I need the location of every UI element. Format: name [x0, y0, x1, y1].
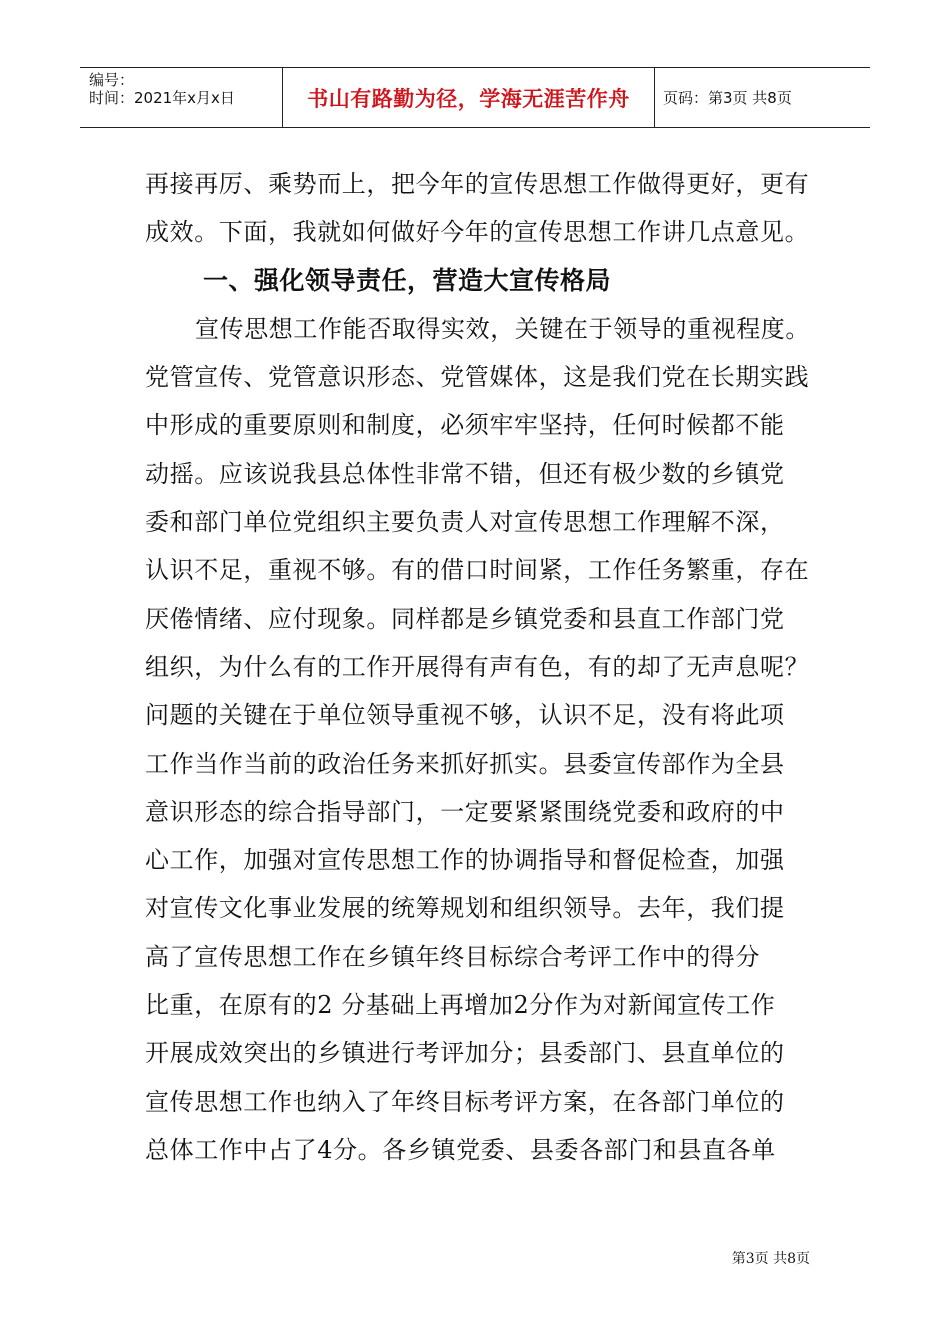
- paragraph-line: 问题的关键在于单位领导重视不够，认识不足，没有将此项: [145, 701, 785, 730]
- header-motto: 书山有路勤为径，学海无涯苦作舟: [307, 86, 630, 111]
- paragraph-line: 宣传思想工作也纳入了年终目标考评方案，在各部门单位的: [145, 1087, 785, 1116]
- header-meta-cell: [80, 68, 283, 127]
- body-line: 再接再厉、乘势而上，把今年的宣传思想工作做得更好，更有: [145, 170, 810, 198]
- paragraph-line: 高了宣传思想工作在乡镇年终目标综合考评工作中的得分: [145, 942, 760, 971]
- paragraph-line: 心工作，加强对宣传思想工作的协调指导和督促检查，加强: [145, 846, 785, 875]
- paragraph-line: 对宣传文化事业发展的统筹规划和组织领导。去年，我们提: [145, 894, 785, 923]
- paragraph-line: 比重，在原有的2 分基础上再增加2分作为对新闻宣传工作: [145, 991, 776, 1020]
- paragraph-line: 认识不足，重视不够。有的借口时间紧，工作任务繁重，存在: [145, 556, 810, 585]
- document-body: [145, 160, 815, 1174]
- header-page-cell: [655, 68, 870, 127]
- paragraph-line: 工作当作当前的政治任务来抓好抓实。县委宣传部作为全县: [145, 749, 785, 778]
- paragraph-line: 宣传思想工作能否取得实效，关键在于领导的重视程度。: [195, 314, 810, 343]
- footer-page-indicator: 第3页 共8页: [731, 1251, 810, 1267]
- paragraph-line: 动摇。应该说我县总体性非常不错，但还有极少数的乡镇党: [145, 459, 785, 488]
- document-number-label: 编号：: [89, 71, 135, 89]
- document-time-label: 时间：2021年x月x日: [89, 89, 235, 107]
- paragraph-line: 委和部门单位党组织主要负责人对宣传思想工作理解不深，: [145, 508, 785, 537]
- paragraph-line: 党管宣传、党管意识形态、党管媒体，这是我们党在长期实践: [145, 363, 810, 392]
- paragraph-line: 厌倦情绪、应付现象。同样都是乡镇党委和县直工作部门党: [145, 604, 785, 633]
- paragraph-line: 开展成效突出的乡镇进行考评加分；县委部门、县直单位的: [145, 1039, 785, 1068]
- header-motto-cell: [283, 68, 655, 127]
- header-page-indicator: 页码：第3页 共8页: [663, 89, 792, 107]
- paragraph-line: 总体工作中占了4分。各乡镇党委、县委各部门和县直各单: [145, 1135, 776, 1164]
- body-line: 成效。下面，我就如何做好今年的宣传思想工作讲几点意见。: [145, 218, 810, 247]
- section-heading: 一、强化领导责任，营造大宣传格局: [203, 265, 612, 295]
- paragraph-line: 意识形态的综合指导部门，一定要紧紧围绕党委和政府的中: [145, 797, 785, 826]
- page-header: [80, 67, 870, 128]
- paragraph-line: 中形成的重要原则和制度，必须牢牢坚持，任何时候都不能: [145, 411, 785, 440]
- paragraph-line: 组织，为什么有的工作开展得有声有色，有的却了无声息呢？: [145, 652, 810, 681]
